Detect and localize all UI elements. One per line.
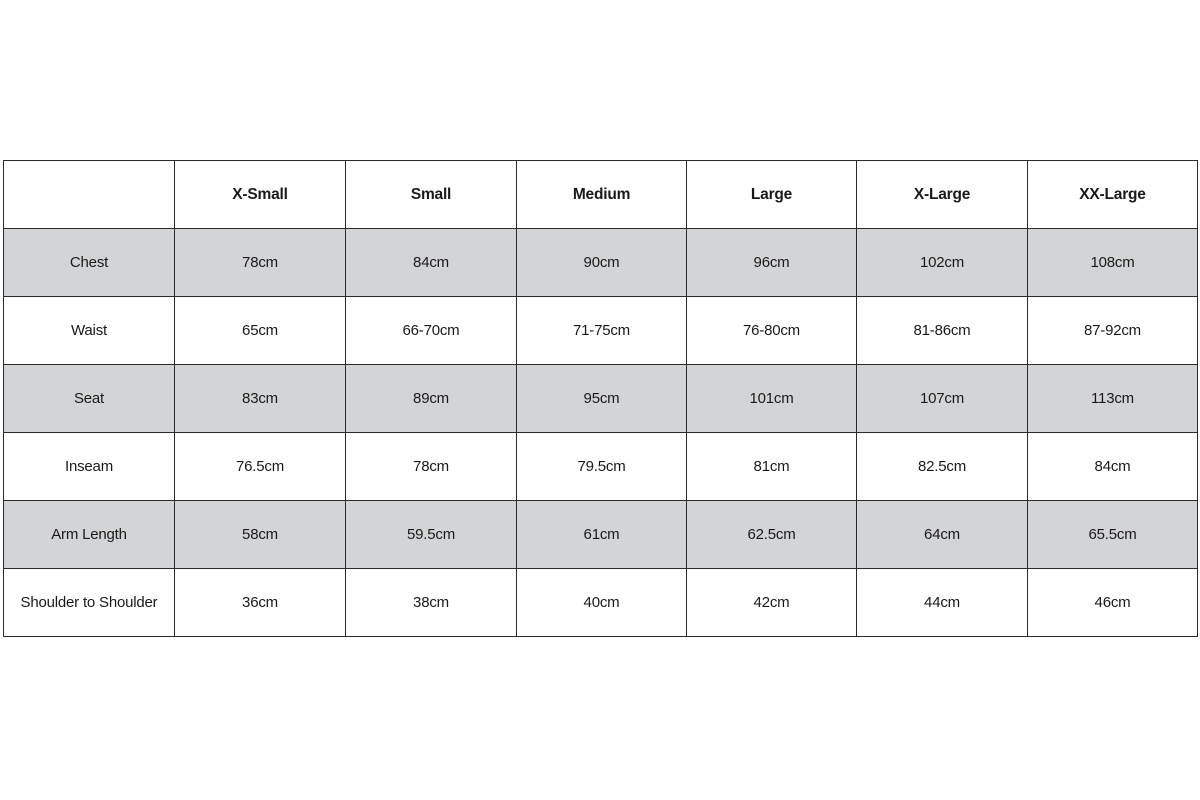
table-row-waist xyxy=(4,297,1198,365)
table-row-seat xyxy=(4,365,1198,433)
row-label: Arm Length xyxy=(4,501,175,569)
size-header-x-small: X-Small xyxy=(175,161,346,229)
table-cell: 113cm xyxy=(1028,365,1198,433)
table-cell: 81cm xyxy=(687,433,857,501)
table-cell: 84cm xyxy=(1028,433,1198,501)
row-label: Inseam xyxy=(4,433,175,501)
table-cell: 107cm xyxy=(857,365,1028,433)
table-cell: 76.5cm xyxy=(175,433,346,501)
size-header-medium: Medium xyxy=(517,161,687,229)
table-cell: 82.5cm xyxy=(857,433,1028,501)
table-cell: 61cm xyxy=(517,501,687,569)
table-cell: 36cm xyxy=(175,569,346,637)
table-cell: 102cm xyxy=(857,229,1028,297)
table-cell: 65cm xyxy=(175,297,346,365)
row-label: Shoulder to Shoulder xyxy=(4,569,175,637)
row-label: Seat xyxy=(4,365,175,433)
table-cell: 59.5cm xyxy=(346,501,517,569)
table-row-arm-length xyxy=(4,501,1198,569)
table-cell: 78cm xyxy=(346,433,517,501)
table-cell: 71-75cm xyxy=(517,297,687,365)
table-cell: 76-80cm xyxy=(687,297,857,365)
table-cell: 108cm xyxy=(1028,229,1198,297)
table-cell: 83cm xyxy=(175,365,346,433)
table-cell: 84cm xyxy=(346,229,517,297)
table-row-inseam xyxy=(4,433,1198,501)
table-cell: 62.5cm xyxy=(687,501,857,569)
table-cell: 96cm xyxy=(687,229,857,297)
table-cell: 46cm xyxy=(1028,569,1198,637)
table-cell: 40cm xyxy=(517,569,687,637)
table-cell: 78cm xyxy=(175,229,346,297)
table-row-shoulder-to-shoulder xyxy=(4,569,1198,637)
size-header-small: Small xyxy=(346,161,517,229)
table-cell: 58cm xyxy=(175,501,346,569)
table-cell: 95cm xyxy=(517,365,687,433)
size-header-xx-large: XX-Large xyxy=(1028,161,1198,229)
table-cell: 87-92cm xyxy=(1028,297,1198,365)
table-cell: 79.5cm xyxy=(517,433,687,501)
table-cell: 89cm xyxy=(346,365,517,433)
header-row xyxy=(4,161,1198,229)
table-cell: 81-86cm xyxy=(857,297,1028,365)
row-label: Waist xyxy=(4,297,175,365)
corner-cell xyxy=(4,161,175,229)
row-label: Chest xyxy=(4,229,175,297)
table-cell: 44cm xyxy=(857,569,1028,637)
table-cell: 66-70cm xyxy=(346,297,517,365)
table-cell: 64cm xyxy=(857,501,1028,569)
table-cell: 101cm xyxy=(687,365,857,433)
size-chart-table xyxy=(3,160,1198,637)
size-header-x-large: X-Large xyxy=(857,161,1028,229)
table-cell: 38cm xyxy=(346,569,517,637)
table-row-chest xyxy=(4,229,1198,297)
table-cell: 65.5cm xyxy=(1028,501,1198,569)
table-cell: 42cm xyxy=(687,569,857,637)
size-header-large: Large xyxy=(687,161,857,229)
table-cell: 90cm xyxy=(517,229,687,297)
